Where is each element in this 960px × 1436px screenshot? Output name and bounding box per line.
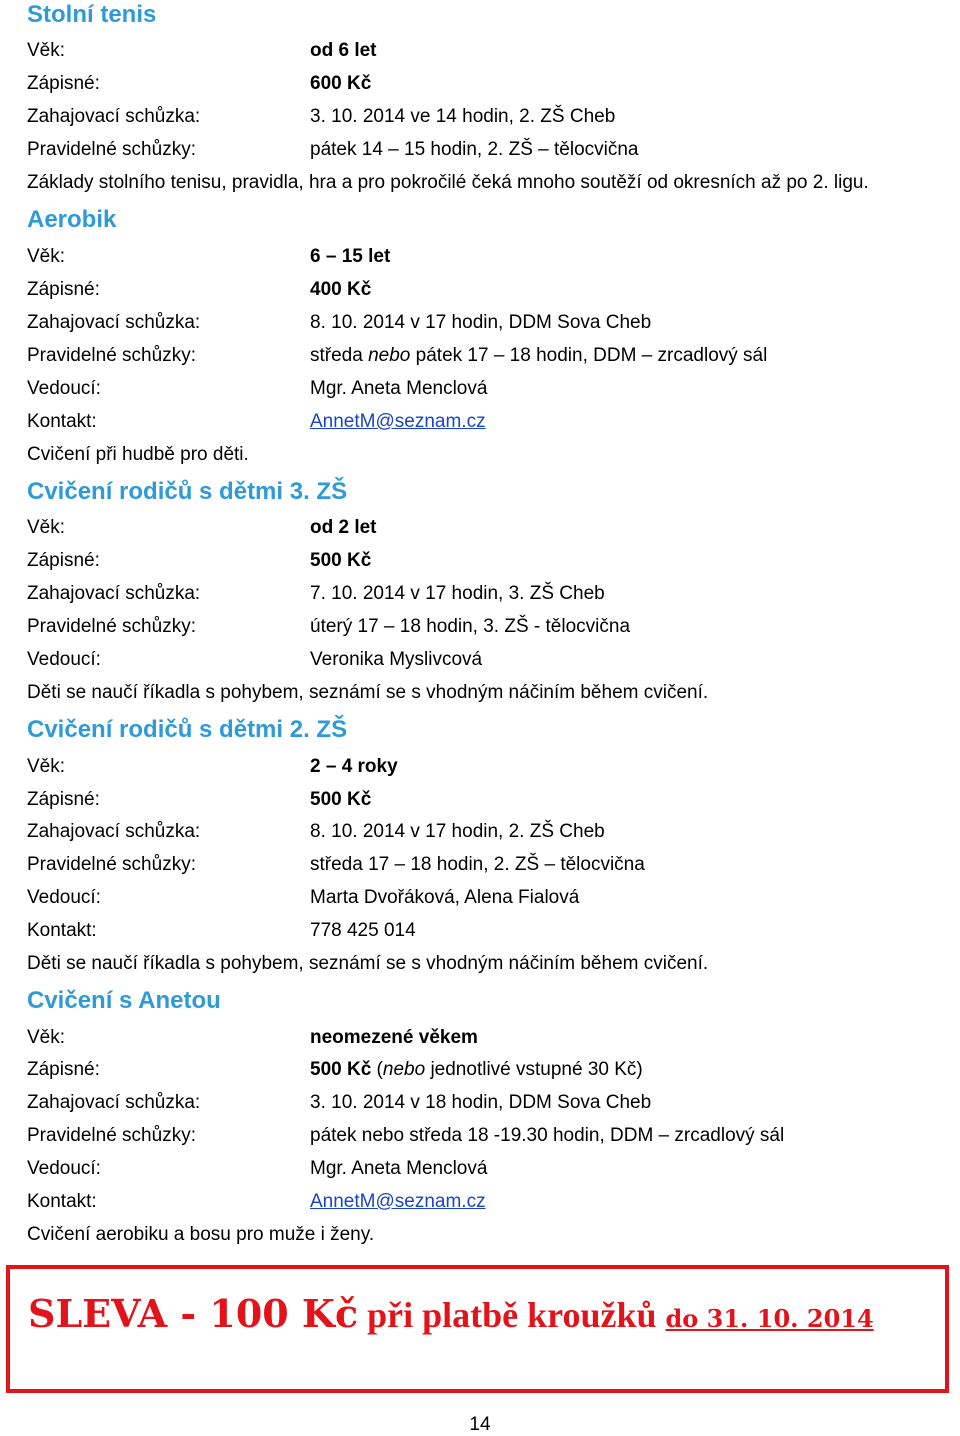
contact-email-link[interactable]: AnnetM@seznam.cz [310,1191,486,1212]
fee-label: Zápisné: [27,279,100,300]
discount-banner-text [28,1291,874,1336]
age-value: od 6 let [310,40,377,61]
regular-meetings-emphasis: nebo [368,345,411,366]
fee-emphasis: nebo [382,1059,426,1080]
discount-amount: SLEVA - 100 Kč [28,1291,359,1336]
regular-meetings-value: pátek nebo středa 18 -19.30 hodin, DDM – zrcadlový sál [310,1125,785,1146]
age-label: Věk: [27,517,66,538]
regular-meetings-text: středa [310,345,369,366]
regular-meetings-label: Pravidelné schůzky: [27,345,196,366]
age-label: Věk: [27,40,66,61]
age-label: Věk: [27,756,66,777]
leader-value: Mgr. Aneta Menclová [310,1158,488,1179]
leader-label: Vedoucí: [27,1158,101,1179]
opening-meeting-value: 8. 10. 2014 v 17 hodin, 2. ZŠ Cheb [310,821,605,842]
opening-meeting-label: Zahajovací schůzka: [27,583,201,604]
contact-label: Kontakt: [27,411,97,432]
section-title-table-tennis: Stolní tenis [27,1,157,28]
leader-value: Marta Dvořáková, Alena Fialová [310,887,580,908]
section-description: Cvičení při hudbě pro děti. [27,444,249,465]
opening-meeting-label: Zahajovací schůzka: [27,1092,201,1113]
leader-value: Veronika Myslivcová [310,649,483,670]
opening-meeting-label: Zahajovací schůzka: [27,821,201,842]
discount-deadline: do 31. 10. 2014 [665,1304,874,1333]
fee-label: Zápisné: [27,73,100,94]
discount-banner [6,1265,949,1393]
age-label: Věk: [27,246,66,267]
fee-label: Zápisné: [27,1059,100,1080]
opening-meeting-value: 8. 10. 2014 v 17 hodin, DDM Sova Cheb [310,312,652,333]
contact-label: Kontakt: [27,1191,97,1212]
age-value: neomezené věkem [310,1027,478,1048]
regular-meetings-label: Pravidelné schůzky: [27,1125,196,1146]
regular-meetings-value: úterý 17 – 18 hodin, 3. ZŠ - tělocvična [310,616,631,637]
section-description: Základy stolního tenisu, pravidla, hra a pro pokročilé čeká mnoho soutěží od okresních až po 2. ligu. [27,172,869,193]
section-description: Děti se naučí říkadla s pohybem, seznámí se s vhodným náčiním během cvičení. [27,953,709,974]
fee-value: 500 Kč [310,550,372,571]
leader-label: Vedoucí: [27,378,101,399]
regular-meetings-value [310,344,767,368]
fee-value [310,1058,643,1082]
age-value: 2 – 4 roky [310,756,398,777]
section-title-exercise-with-aneta: Cvičení s Anetou [27,987,221,1014]
fee-text: ( [371,1059,383,1080]
section-description: Děti se naučí říkadla s pohybem, seznámí se s vhodným náčiním během cvičení. [27,682,709,703]
fee-label: Zápisné: [27,789,100,810]
fee-value: 500 Kč [310,789,372,810]
regular-meetings-label: Pravidelné schůzky: [27,139,196,160]
opening-meeting-value: 3. 10. 2014 v 18 hodin, DDM Sova Cheb [310,1092,652,1113]
age-value: 6 – 15 let [310,246,391,267]
regular-meetings-text: pátek 17 – 18 hodin, DDM – zrcadlový sál [410,345,768,366]
regular-meetings-value: středa 17 – 18 hodin, 2. ZŠ – tělocvična [310,854,645,875]
leader-label: Vedoucí: [27,887,101,908]
section-description: Cvičení aerobiku a bosu pro muže i ženy. [27,1224,375,1245]
discount-condition: při platbě kroužků [358,1295,666,1335]
opening-meeting-label: Zahajovací schůzka: [27,312,201,333]
contact-email-link[interactable]: AnnetM@seznam.cz [310,411,486,432]
fee-amount: 500 Kč [310,1059,372,1080]
age-label: Věk: [27,1027,66,1048]
contact-label: Kontakt: [27,920,97,941]
fee-value: 600 Kč [310,73,372,94]
contact-phone-value: 778 425 014 [310,920,416,941]
fee-value: 400 Kč [310,279,372,300]
fee-text: jednotlivé vstupné 30 Kč) [425,1059,643,1080]
opening-meeting-value: 7. 10. 2014 v 17 hodin, 3. ZŠ Cheb [310,583,605,604]
opening-meeting-label: Zahajovací schůzka: [27,106,201,127]
section-title-parents-children-3zs: Cvičení rodičů s dětmi 3. ZŠ [27,478,348,505]
leader-value: Mgr. Aneta Menclová [310,378,488,399]
section-title-aerobics: Aerobik [27,206,117,233]
opening-meeting-value: 3. 10. 2014 ve 14 hodin, 2. ZŠ Cheb [310,106,616,127]
page-number: 14 [469,1414,491,1435]
leader-label: Vedoucí: [27,649,101,670]
regular-meetings-value: pátek 14 – 15 hodin, 2. ZŠ – tělocvična [310,139,639,160]
fee-label: Zápisné: [27,550,100,571]
regular-meetings-label: Pravidelné schůzky: [27,616,196,637]
section-title-parents-children-2zs: Cvičení rodičů s dětmi 2. ZŠ [27,716,348,743]
age-value: od 2 let [310,517,377,538]
regular-meetings-label: Pravidelné schůzky: [27,854,196,875]
